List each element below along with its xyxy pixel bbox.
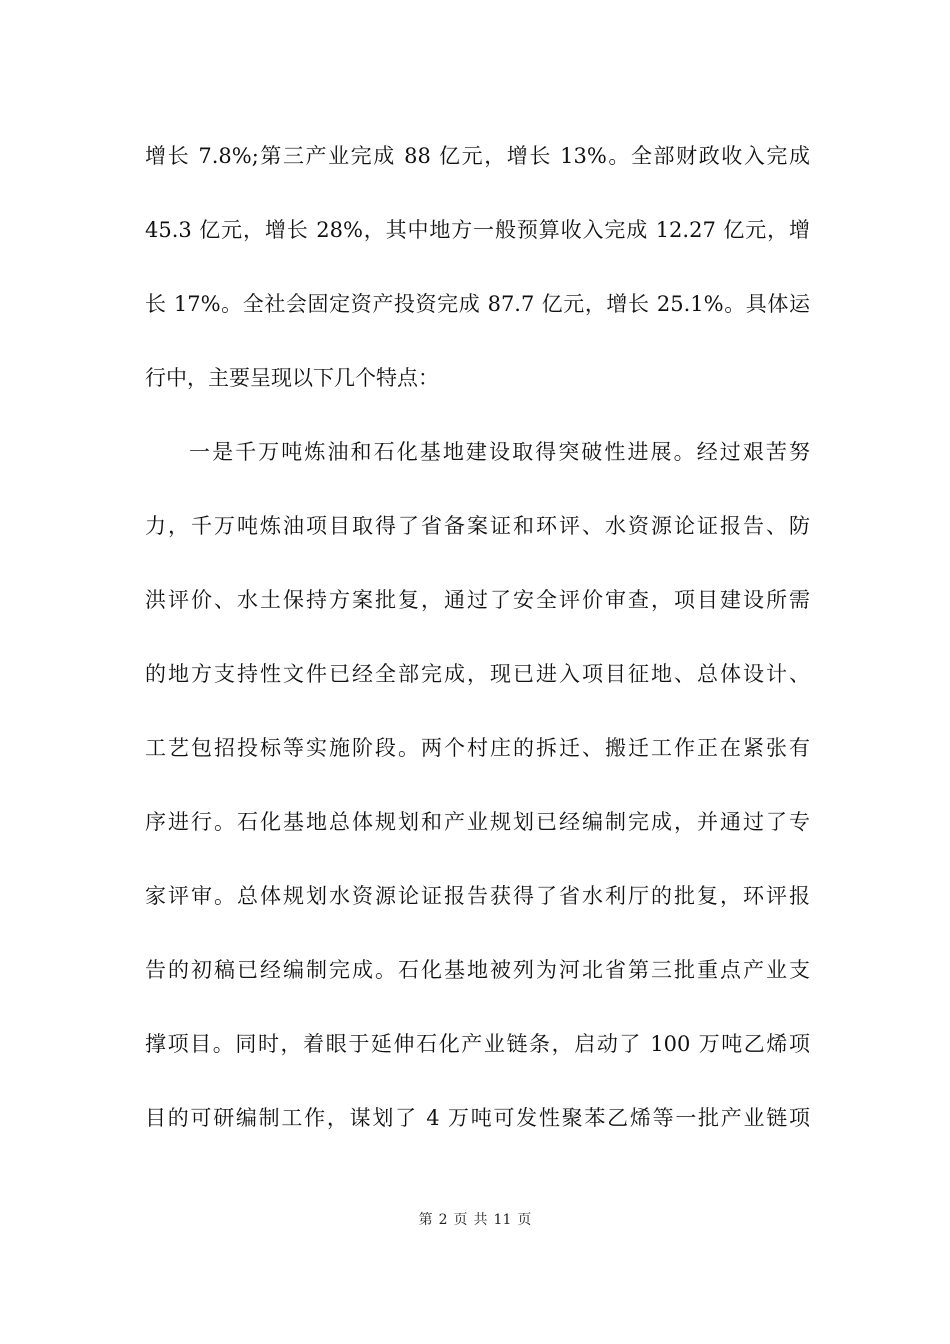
footer-page-unit: 页 [453, 1212, 468, 1228]
footer-prefix: 第 [418, 1212, 433, 1228]
paragraph-1-line-1: 增长 7.8%;第三产业完成 88 亿元，增长 13%。全部财政收入完成 [145, 144, 810, 168]
paragraph-2-line-1: 一是千万吨炼油和石化基地建设取得突破性进展。经过艰苦努 [189, 440, 810, 464]
footer-suffix: 页 [517, 1212, 532, 1228]
paragraph-2-line-3: 洪评价、水土保持方案批复，通过了安全评价审查，项目建设所需 [145, 588, 810, 612]
paragraph-1-line-4: 行中，主要呈现以下几个特点： [145, 366, 439, 390]
paragraph-2-line-8: 告的初稿已经编制完成。石化基地被列为河北省第三批重点产业支 [145, 958, 810, 982]
paragraph-2-line-10: 目的可研编制工作，谋划了 4 万吨可发性聚苯乙烯等一批产业链项 [145, 1106, 810, 1130]
paragraph-2-line-2: 力，千万吨炼油项目取得了省备案证和环评、水资源论证报告、防 [145, 514, 810, 538]
paragraph-2-line-5: 工艺包招投标等实施阶段。两个村庄的拆迁、搬迁工作正在紧张有 [145, 736, 810, 760]
paragraph-1-line-2: 45.3 亿元，增长 28%，其中地方一般预算收入完成 12.27 亿元，增 [145, 218, 810, 242]
paragraph-2-line-7: 家评审。总体规划水资源论证报告获得了省水利厅的批复，环评报 [145, 884, 810, 908]
footer-total-label: 共 [473, 1212, 488, 1228]
footer-current-page: 2 [438, 1212, 448, 1228]
paragraph-2-line-6: 序进行。石化基地总体规划和产业规划已经编制完成，并通过了专 [145, 810, 810, 834]
paragraph-2-line-4: 的地方支持性文件已经全部完成，现已进入项目征地、总体设计、 [145, 662, 810, 686]
paragraph-1-line-3: 长 17%。全社会固定资产投资完成 87.7 亿元，增长 25.1%。具体运 [145, 292, 810, 316]
footer-total-pages: 11 [493, 1212, 512, 1228]
paragraph-2-line-9: 撑项目。同时，着眼于延伸石化产业链条，启动了 100 万吨乙烯项 [145, 1032, 810, 1056]
page-footer [0, 1209, 950, 1229]
